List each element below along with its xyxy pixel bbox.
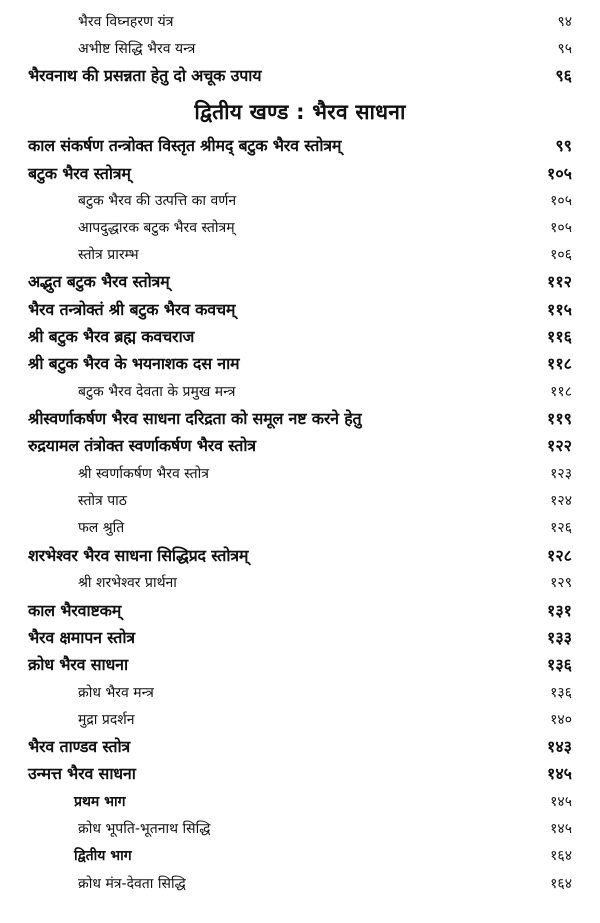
toc-entry bbox=[0, 296, 600, 324]
toc-entry-title: श्री शरभेश्वर प्रार्थना bbox=[78, 575, 177, 591]
toc-entry bbox=[0, 788, 600, 816]
toc-entry bbox=[0, 323, 600, 351]
toc-entry-page: ११२ bbox=[547, 272, 572, 291]
toc-entry-title: काल भैरवाष्टकम् bbox=[28, 601, 122, 620]
toc-entry-title: श्रीस्वर्णाकर्षण भैरव साधना दरिद्रता को समूल नष्ट करने हेतु bbox=[28, 409, 362, 428]
toc-entry-title: उन्मत्त भैरव साधना bbox=[28, 764, 136, 783]
toc-entry-title: मुद्रा प्रदर्शन bbox=[78, 712, 135, 728]
toc-entry bbox=[0, 132, 600, 160]
toc-entry-page: १३६ bbox=[550, 685, 572, 701]
toc-entry-title: भैरव ताण्डव स्तोत्र bbox=[28, 737, 131, 756]
toc-entry bbox=[0, 460, 600, 488]
toc-entry-title: भैरव विघ्नहरण यंत्र bbox=[78, 14, 174, 30]
toc-entry bbox=[0, 597, 600, 625]
toc-entry bbox=[0, 241, 600, 269]
toc-entry-page: १२४ bbox=[550, 493, 572, 509]
toc-entry-title: बटुक भैरव देवता के प्रमुख मन्त्र bbox=[78, 384, 236, 400]
toc-entry-title: द्वितीय भाग bbox=[74, 848, 132, 864]
toc-entry-page: १४३ bbox=[547, 737, 572, 756]
toc-entry bbox=[0, 569, 600, 597]
toc-entry-title: शरभेश्वर भैरव साधना सिद्धिप्रद स्तोत्रम् bbox=[28, 546, 249, 565]
toc-entry-page: १०५ bbox=[547, 164, 572, 183]
toc-entry-title: भैरवनाथ की प्रसन्नता हेतु दो अचूक उपाय bbox=[28, 66, 262, 85]
toc-entry bbox=[0, 842, 600, 870]
toc-entry bbox=[0, 214, 600, 242]
toc-entry bbox=[0, 733, 600, 761]
toc-entry-title: भैरव क्षमापन स्तोत्र bbox=[28, 628, 135, 647]
toc-entry-title: स्तोत्र प्रारम्भ bbox=[78, 247, 139, 263]
toc-entry-title: बटुक भैरव स्तोत्रम् bbox=[28, 164, 131, 183]
toc-entry-page: १४० bbox=[550, 712, 572, 728]
toc-entry-title: क्रोध भूपति-भूतनाथ सिद्धि bbox=[78, 821, 211, 837]
toc-entry-page: १२८ bbox=[547, 546, 572, 565]
toc-entry-page: ९६ bbox=[555, 66, 572, 85]
toc-entry bbox=[0, 35, 600, 63]
toc-entry-page: १४५ bbox=[550, 794, 572, 810]
toc-entry-page: ११८ bbox=[550, 384, 572, 400]
toc-entry bbox=[0, 542, 600, 570]
toc-entry-page: १०५ bbox=[550, 193, 572, 209]
toc-entry bbox=[0, 815, 600, 843]
toc-entry-title: क्रोध भैरव मन्त्र bbox=[78, 685, 154, 701]
toc-entry bbox=[0, 679, 600, 707]
toc-entry-page: १४५ bbox=[550, 821, 572, 837]
toc-entry-page: १३३ bbox=[547, 628, 572, 647]
toc-entry-page: १६४ bbox=[550, 876, 572, 892]
section-heading: द्वितीय खण्ड : भैरव साधना bbox=[194, 100, 406, 124]
toc-entry-page: १२३ bbox=[550, 466, 572, 482]
toc-entry-page: ११५ bbox=[547, 300, 572, 319]
toc-entry bbox=[0, 378, 600, 406]
toc-entry-page: ११६ bbox=[547, 327, 572, 346]
toc-entry-page: ९४ bbox=[557, 14, 572, 30]
toc-entry-title: आपदुद्धारक बटुक भैरव स्तोत्रम् bbox=[78, 220, 235, 236]
toc-entry bbox=[0, 350, 600, 378]
toc-entry bbox=[0, 651, 600, 679]
toc-entry-page: ९५ bbox=[557, 41, 572, 57]
toc-entry bbox=[0, 160, 600, 188]
toc-entry bbox=[0, 62, 600, 90]
toc-entry bbox=[0, 624, 600, 652]
toc-entry-page: १२९ bbox=[550, 575, 572, 591]
toc-entry-title: फल श्रुति bbox=[78, 520, 125, 536]
toc-entry-title: रुद्रयामल तंत्रोक्त स्वर्णाकर्षण भैरव स्तोत्र bbox=[28, 436, 256, 455]
toc-entry-page: १०६ bbox=[550, 247, 572, 263]
toc-entry-page: ११९ bbox=[547, 409, 572, 428]
toc-entry-title: प्रथम भाग bbox=[74, 794, 126, 810]
toc-entry bbox=[0, 187, 600, 215]
toc-entry-title: भैरव तन्त्रोक्तं श्री बटुक भैरव कवचम् bbox=[28, 300, 236, 319]
toc-entry bbox=[0, 487, 600, 515]
toc-entry bbox=[0, 405, 600, 433]
toc-entry bbox=[0, 432, 600, 460]
toc-entry-page: १२२ bbox=[547, 436, 572, 455]
toc-entry-page: १०५ bbox=[550, 220, 572, 236]
toc-entry bbox=[0, 706, 600, 734]
toc-entry-title: श्री बटुक भैरव ब्रह्म कवचराज bbox=[28, 327, 195, 346]
toc-entry-page: १६४ bbox=[550, 848, 572, 864]
toc-entry-title: स्तोत्र पाठ bbox=[78, 493, 127, 509]
toc-entry-page: १२६ bbox=[550, 520, 572, 536]
toc-entry-page: १३१ bbox=[547, 601, 572, 620]
toc-entry-title: बटुक भैरव की उत्पत्ति का वर्णन bbox=[78, 193, 237, 209]
toc-entry-title: काल संकर्षण तन्त्रोक्त विस्तृत श्रीमद् बटुक भैरव स्तोत्रम् bbox=[28, 136, 342, 155]
toc-entry-page: १३६ bbox=[547, 655, 572, 674]
toc-entry-title: अभीष्ट सिद्धि भैरव यन्त्र bbox=[78, 41, 196, 57]
toc-entry-title: श्री बटुक भैरव के भयनाशक दस नाम bbox=[28, 354, 240, 373]
toc-entry bbox=[0, 268, 600, 296]
toc-entry bbox=[0, 514, 600, 542]
toc-entry-title: श्री स्वर्णाकर्षण भैरव स्तोत्र bbox=[78, 466, 209, 482]
toc-entry bbox=[0, 870, 600, 898]
toc-entry bbox=[0, 8, 600, 36]
toc-entry-page: १४५ bbox=[547, 764, 572, 783]
toc-entry-page: ११८ bbox=[547, 354, 572, 373]
toc-entry-title: अद्भुत बटुक भैरव स्तोत्रम् bbox=[28, 272, 170, 291]
toc-entry bbox=[0, 760, 600, 788]
toc-entry-title: क्रोध मंत्र-देवता सिद्धि bbox=[78, 876, 186, 892]
toc-entry-page: ९९ bbox=[555, 136, 572, 155]
toc-entry-title: क्रोध भैरव साधना bbox=[28, 655, 128, 674]
